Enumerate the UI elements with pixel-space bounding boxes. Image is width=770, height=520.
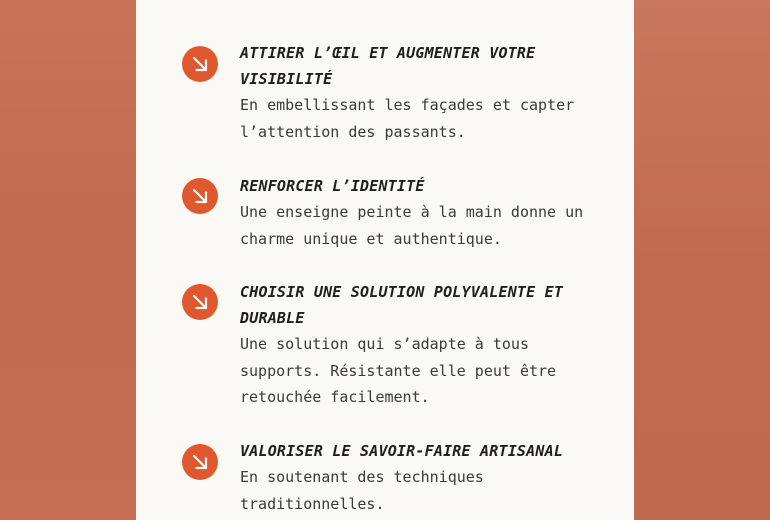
- benefit-description: Une enseigne peinte à la main donne un charme unique et authentique.: [240, 203, 584, 248]
- benefit-text: [240, 40, 610, 145]
- benefit-description: En soutenant des techniques traditionnelles.: [240, 468, 484, 513]
- arrow-down-right-icon: [182, 178, 218, 214]
- benefit-title: CHOISIR UNE SOLUTION POLYVALENTE ET DURABLE: [240, 283, 564, 327]
- background-left-panel: [0, 0, 136, 520]
- benefit-text: [240, 438, 610, 517]
- benefit-description: Une solution qui s’adapte à tous supports. Résistante elle peut être retouchée facilement.: [240, 335, 557, 406]
- background-right-panel: [634, 0, 770, 520]
- benefit-description: En embellissant les façades et capter l’attention des passants.: [240, 96, 575, 141]
- benefit-text: [240, 279, 610, 411]
- benefit-title: RENFORCER L’IDENTITÉ: [240, 177, 425, 195]
- benefit-title: ATTIRER L’ŒIL ET AUGMENTER VOTRE VISIBILITÉ: [240, 44, 536, 88]
- arrow-down-right-icon: [182, 444, 218, 480]
- benefit-text: [240, 173, 610, 252]
- benefits-card: [136, 0, 634, 520]
- benefit-title: VALORISER LE SAVOIR-FAIRE ARTISANAL: [240, 442, 564, 460]
- arrow-down-right-icon: [182, 284, 218, 320]
- arrow-down-right-icon: [182, 46, 218, 82]
